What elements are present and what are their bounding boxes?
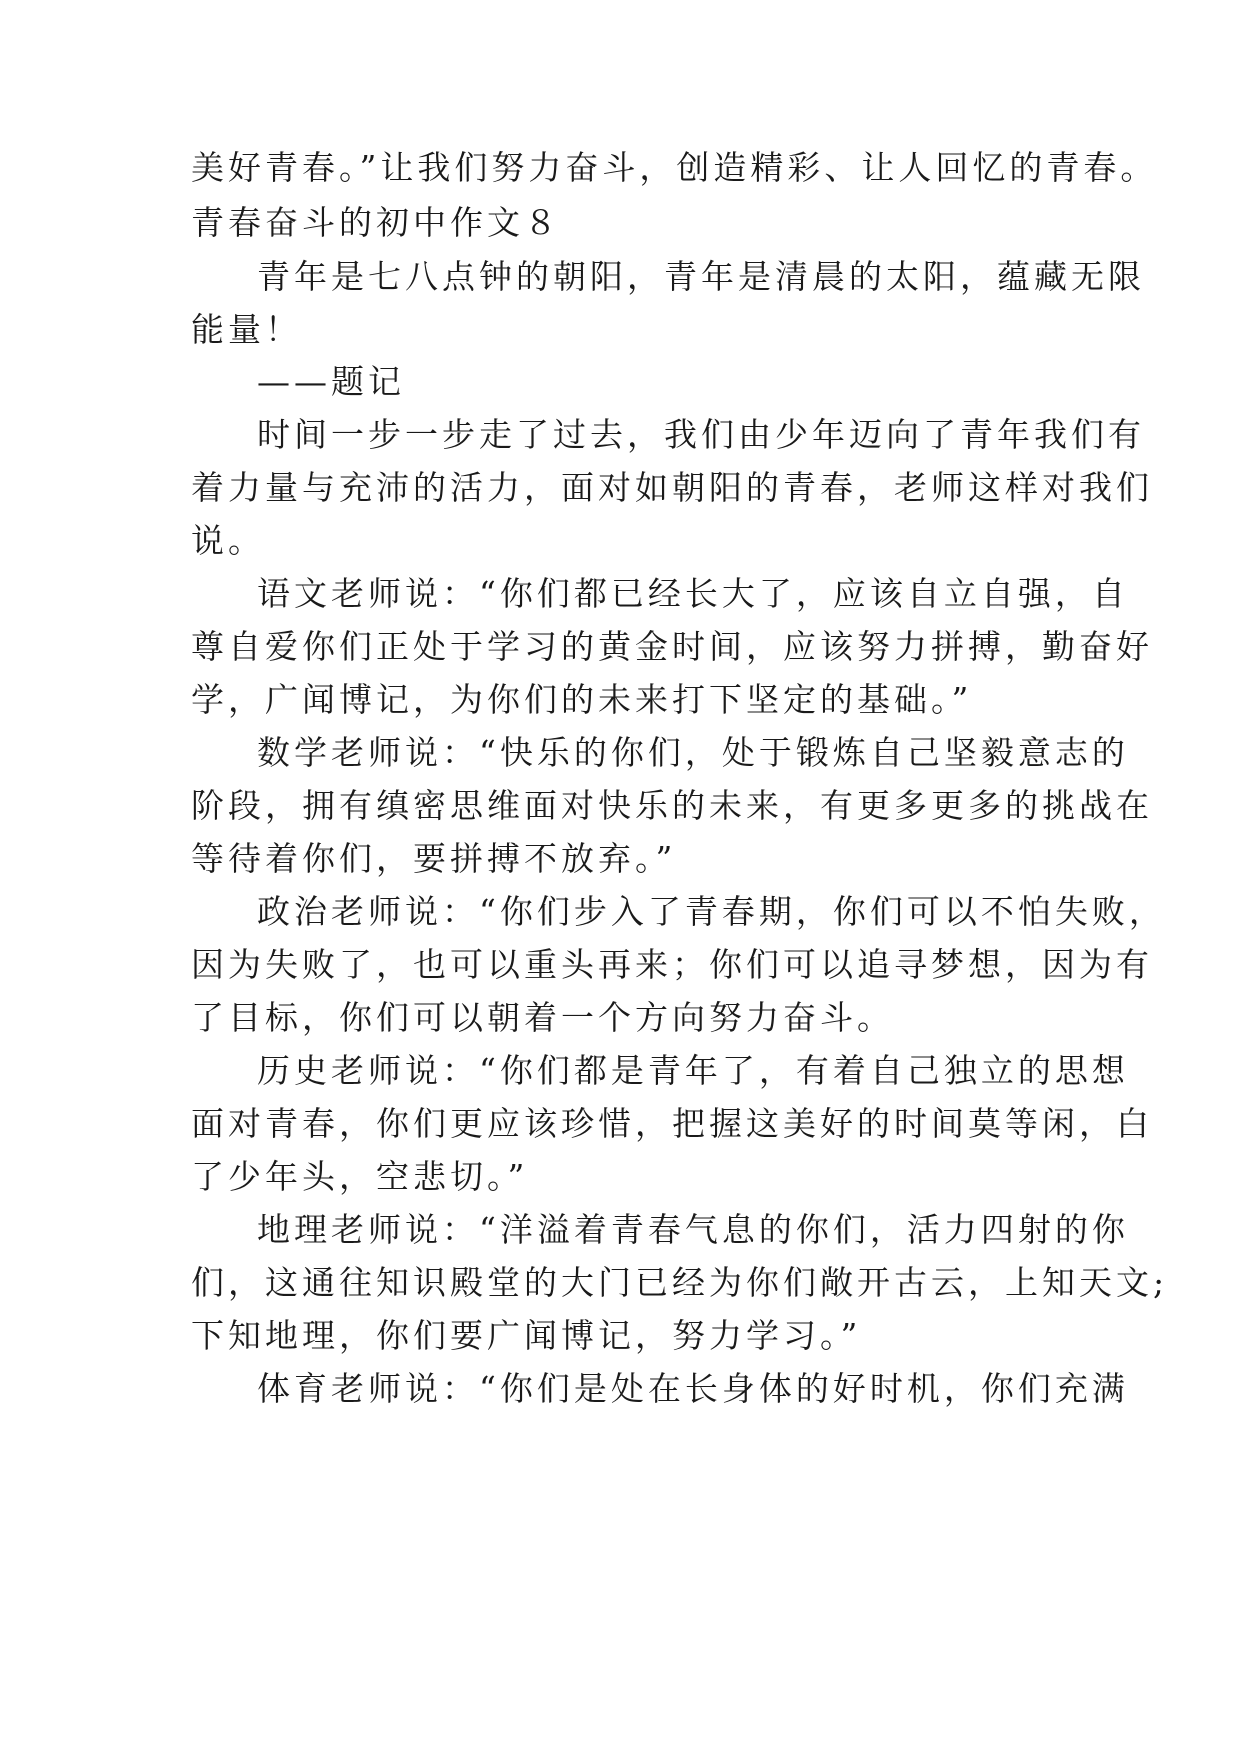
text-line-16: 因为失败了，也可以重头再来；你们可以追寻梦想，因为有 bbox=[191, 945, 1153, 984]
text-line-10: 尊自爱你们正处于学习的黄金时间，应该努力拼搏，勤奋好 bbox=[191, 627, 1153, 666]
text-line-13: 阶段，拥有缜密思维面对快乐的未来，有更多更多的挑战在 bbox=[191, 786, 1153, 825]
text-line-18: 历史老师说：“你们都是青年了，有着自己独立的思想 bbox=[257, 1051, 1129, 1090]
text-line-9: 语文老师说：“你们都已经长大了，应该自立自强，自 bbox=[257, 574, 1129, 613]
section-heading: 青春奋斗的初中作文８ bbox=[191, 203, 561, 242]
text-line-24: 体育老师说：“你们是处在长身体的好时机，你们充满 bbox=[257, 1369, 1129, 1408]
text-line-23: 下知地理，你们要广闻博记，努力学习。” bbox=[191, 1316, 862, 1355]
text-line-21: 地理老师说：“洋溢着青春气息的你们，活力四射的你 bbox=[257, 1210, 1129, 1249]
epigraph-signature: ——题记 bbox=[257, 362, 405, 401]
text-line-1: 美好青春。”让我们努力奋斗，创造精彩、让人回忆的青春。 bbox=[191, 148, 1158, 187]
text-line-15: 政治老师说：“你们步入了青春期，你们可以不怕失败， bbox=[257, 892, 1166, 931]
text-line-3: 青年是七八点钟的朝阳，青年是清晨的太阳，蕴藏无限 bbox=[257, 257, 1145, 296]
text-line-7: 着力量与充沛的活力，面对如朝阳的青春，老师这样对我们 bbox=[191, 468, 1153, 507]
text-line-14: 等待着你们，要拼搏不放弃。” bbox=[191, 839, 677, 878]
text-line-17: 了目标，你们可以朝着一个方向努力奋斗。 bbox=[191, 998, 894, 1037]
text-line-12: 数学老师说：“快乐的你们，处于锻炼自己坚毅意志的 bbox=[257, 733, 1129, 772]
text-line-19: 面对青春，你们更应该珍惜，把握这美好的时间莫等闲，白 bbox=[191, 1104, 1153, 1143]
text-line-20: 了少年头，空悲切。” bbox=[191, 1157, 529, 1196]
text-line-8: 说。 bbox=[191, 521, 265, 560]
text-line-11: 学，广闻博记，为你们的未来打下坚定的基础。” bbox=[191, 680, 973, 719]
text-line-4: 能量！ bbox=[191, 310, 302, 349]
text-line-6: 时间一步一步走了过去，我们由少年迈向了青年我们有 bbox=[257, 415, 1145, 454]
text-line-22: 们，这通往知识殿堂的大门已经为你们敞开古云，上知天文; bbox=[191, 1263, 1169, 1302]
